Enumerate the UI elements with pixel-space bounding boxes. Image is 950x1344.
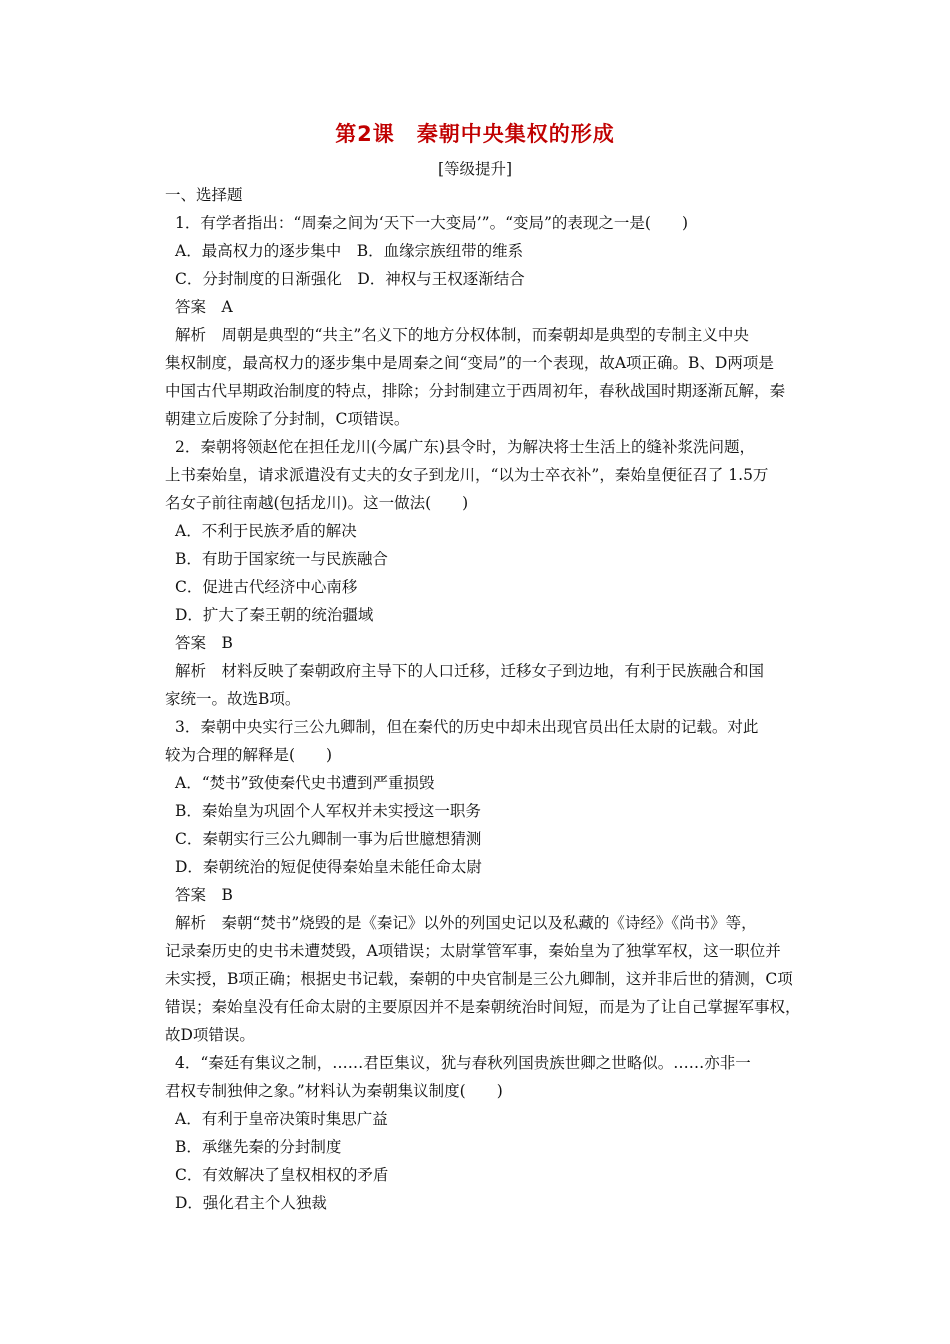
question-stem-line: 2．秦朝将领赵佗在担任龙川(今属广东)县令时，为解决将士生活上的缝补浆洗问题， (175, 438, 755, 456)
question-stem: 1．有学者指出：“周秦之间为‘天下一大变局’”。“变局”的表现之一是( ) (175, 214, 689, 232)
option-a: A．有利于皇帝决策时集思广益 (175, 1110, 388, 1128)
question-stem-line: 较为合理的解释是( ) (165, 746, 333, 764)
option-d: D．扩大了秦王朝的统治疆域 (175, 606, 374, 624)
analysis-line: 解析 秦朝“焚书”烧毁的是《秦记》以外的列国史记以及私藏的《诗经》《尚书》等， (175, 914, 757, 932)
question-options-line: A．最高权力的逐步集中 B．血缘宗族纽带的维系 (175, 242, 524, 260)
section-heading: 一、选择题 (165, 186, 243, 204)
analysis-line: 解析 材料反映了秦朝政府主导下的人口迁移，迁移女子到边地，有利于民族融合和国 (175, 662, 765, 680)
answer-line: 答案 A (175, 298, 233, 316)
analysis-line: 集权制度，最高权力的逐步集中是周秦之间“变局”的一个表现，故A项正确。B、D两项是 (165, 354, 774, 372)
page-title: 第2课 秦朝中央集权的形成 (335, 122, 615, 146)
option-c: C．有效解决了皇权相权的矛盾 (175, 1166, 389, 1184)
analysis-line: 错误；秦始皇没有任命太尉的主要原因并不是秦朝统治时间短，而是为了让自己掌握军事权， (165, 998, 801, 1016)
option-b: B．承继先秦的分封制度 (175, 1138, 342, 1156)
document-body (165, 181, 825, 1217)
analysis-line: 故D项错误。 (165, 1026, 255, 1044)
option-b: B．有助于国家统一与民族融合 (175, 550, 388, 568)
page-subtitle: [等级提升] (437, 160, 513, 178)
option-d: D．秦朝统治的短促使得秦始皇未能任命太尉 (175, 858, 482, 876)
analysis-line: 记录秦历史的史书未遭焚毁，A项错误；太尉掌管军事，秦始皇为了独掌军权，这一职位并 (165, 942, 781, 960)
option-b: B．秦始皇为巩固个人军权并未实授这一职务 (175, 802, 481, 820)
answer-line: 答案 B (175, 886, 233, 904)
question-stem-line: 4．“秦廷有集议之制，……君臣集议，犹与春秋列国贵族世卿之世略似。……亦非一 (175, 1054, 751, 1072)
question-options-line: C．分封制度的日渐强化 D．神权与王权逐渐结合 (175, 270, 525, 288)
question-stem-line: 君权专制独伸之象。”材料认为秦朝集议制度( ) (165, 1082, 503, 1100)
analysis-line: 解析 周朝是典型的“共主”名义下的地方分权体制，而秦朝却是典型的专制主义中央 (175, 326, 749, 344)
analysis-line: 朝建立后废除了分封制，C项错误。 (165, 410, 410, 428)
question-stem-line: 3．秦朝中央实行三公九卿制，但在秦代的历史中却未出现官员出任太尉的记载。对此 (175, 718, 759, 736)
analysis-line: 中国古代早期政治制度的特点，排除；分封制建立于西周初年，春秋战国时期逐渐瓦解，秦 (165, 382, 786, 400)
question-stem-line: 上书秦始皇，请求派遣没有丈夫的女子到龙川，“以为士卒衣补”，秦始皇便征召了 1.5万 (165, 466, 769, 484)
option-c: C．促进古代经济中心南移 (175, 578, 358, 596)
option-a: A．“焚书”致使秦代史书遭到严重损毁 (175, 774, 435, 792)
answer-line: 答案 B (175, 634, 233, 652)
option-d: D．强化君主个人独裁 (175, 1194, 327, 1212)
option-a: A．不利于民族矛盾的解决 (175, 522, 357, 540)
analysis-line: 未实授，B项正确；根据史书记载，秦朝的中央官制是三公九卿制，这并非后世的猜测，C项 (165, 970, 793, 988)
option-c: C．秦朝实行三公九卿制一事为后世臆想猜测 (175, 830, 482, 848)
analysis-line: 家统一。故选B项。 (165, 690, 301, 708)
question-stem-line: 名女子前往南越(包括龙川)。这一做法( ) (165, 494, 469, 512)
